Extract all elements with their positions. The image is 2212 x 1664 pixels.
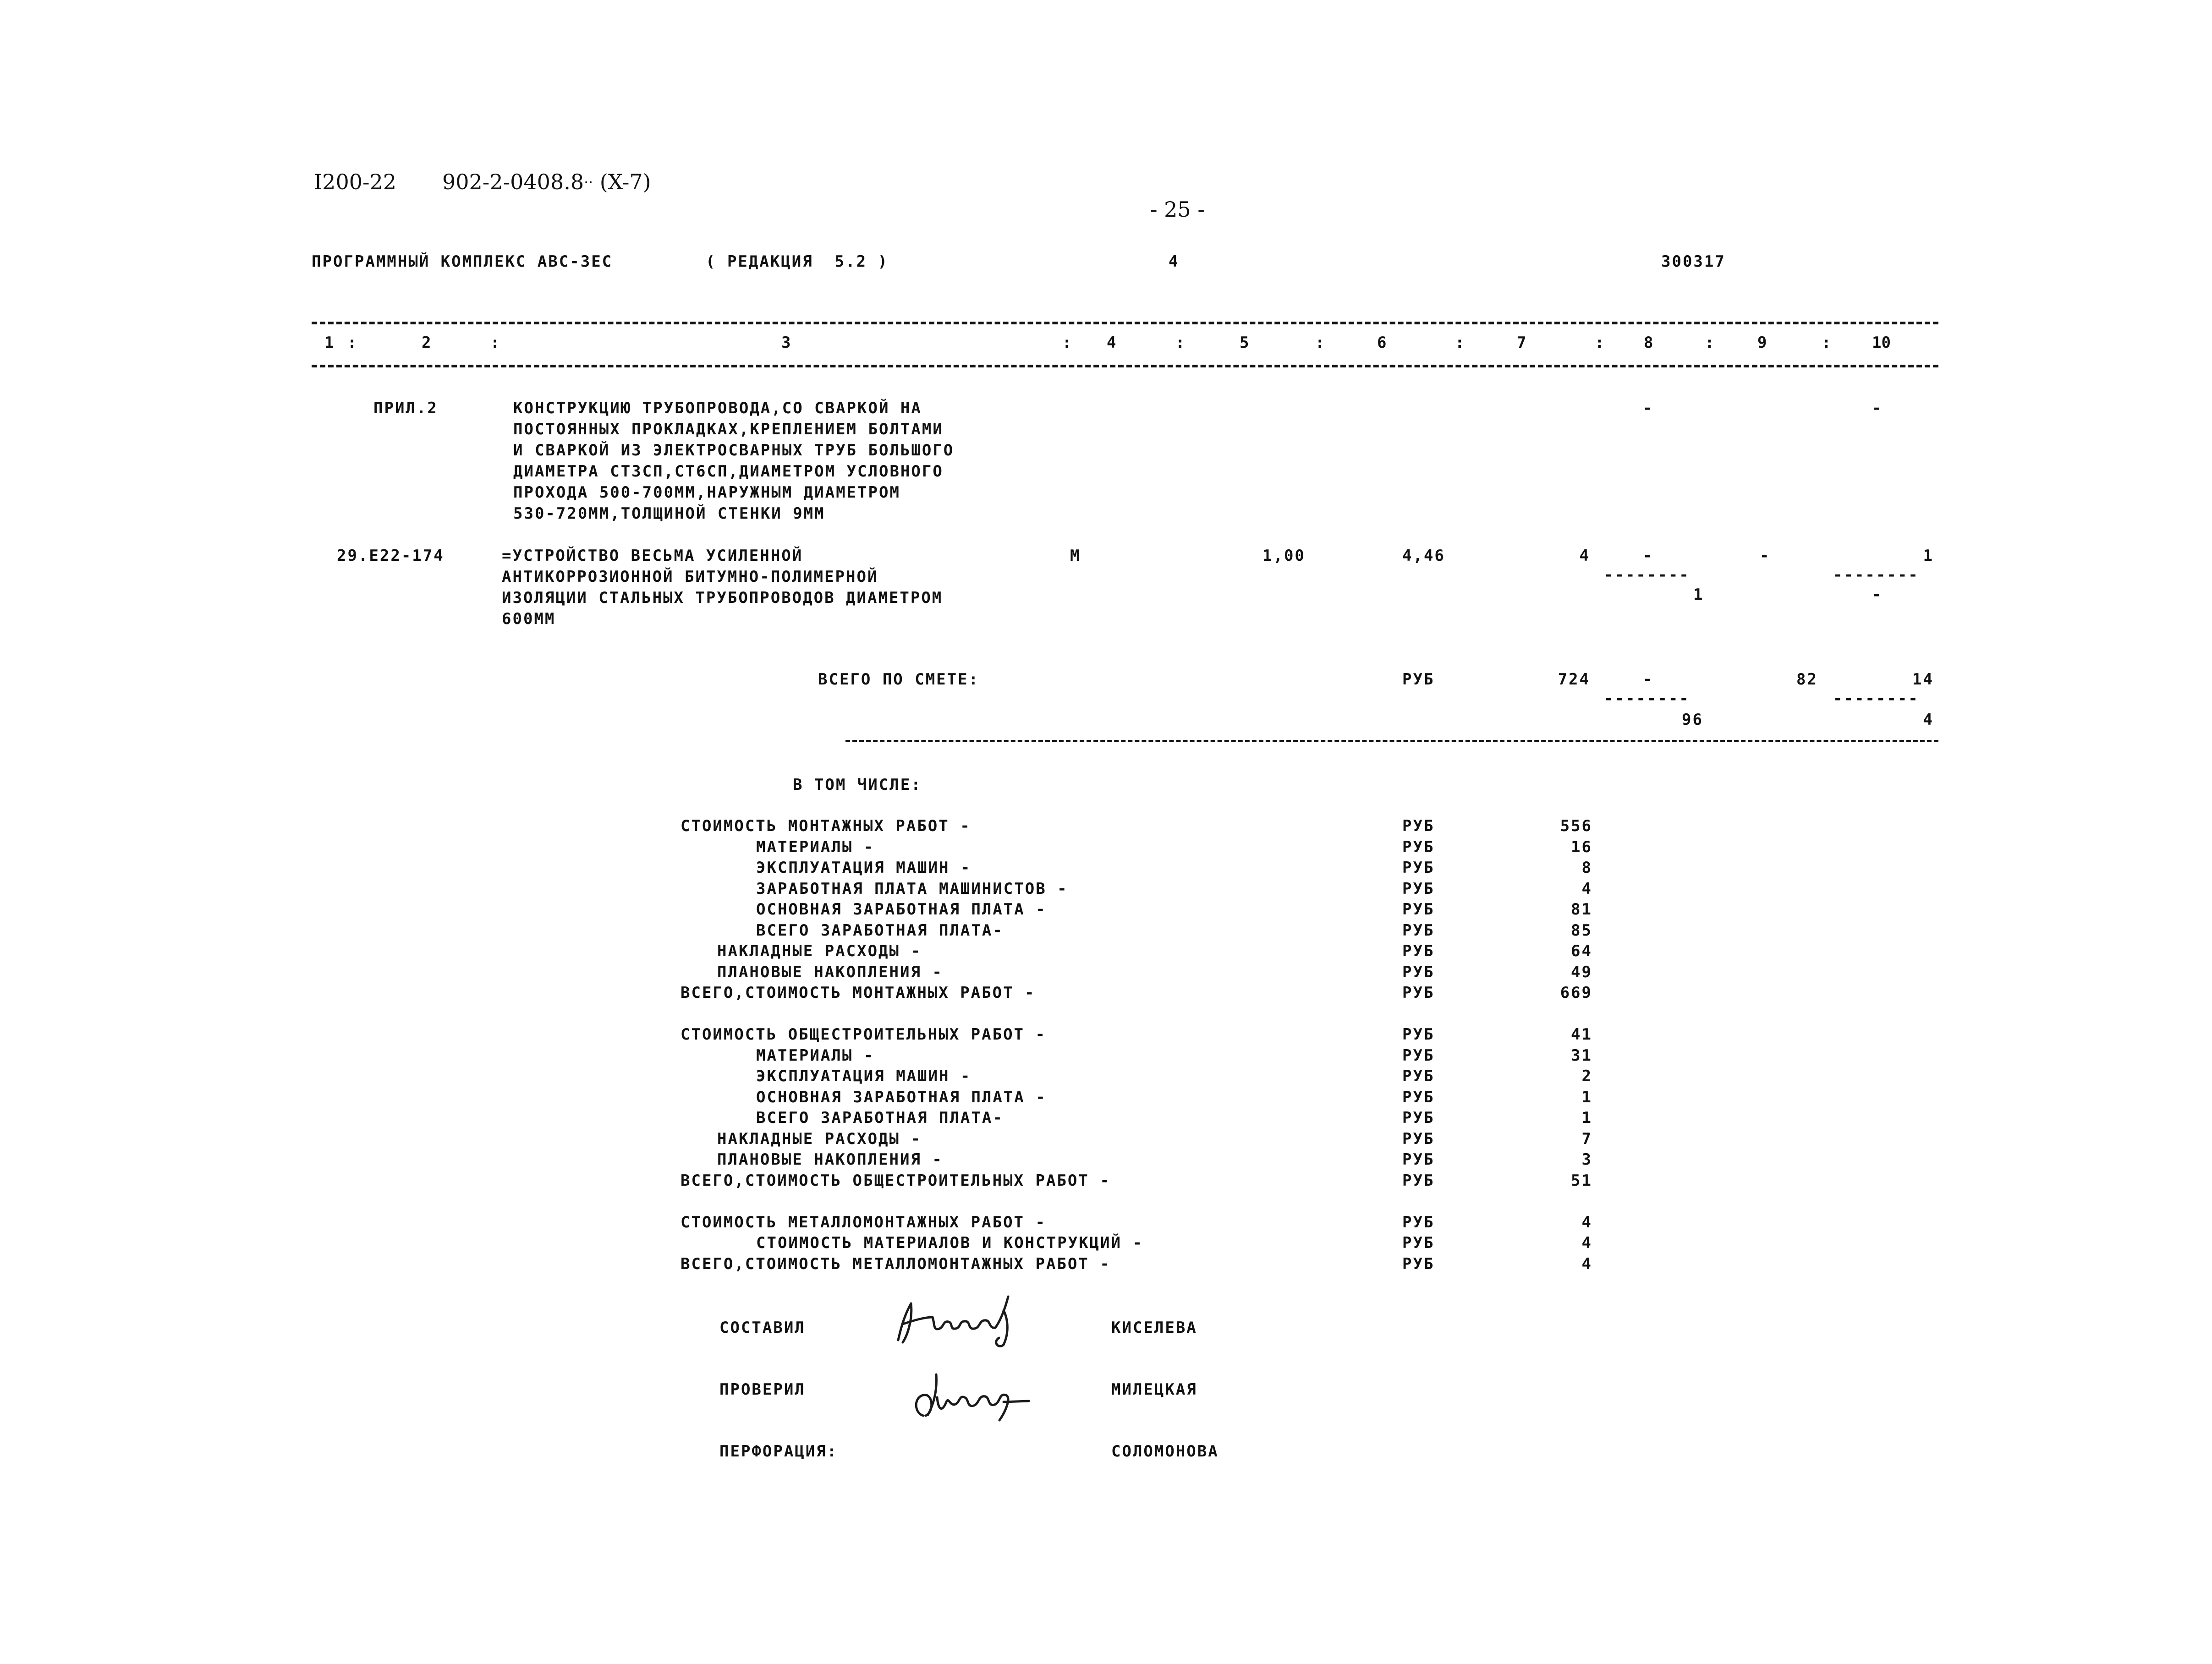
breakdown-unit: РУБ: [1402, 1213, 1435, 1232]
doc-code: I200-22: [314, 170, 397, 194]
program-edition: ( РЕДАКЦИЯ 5.2 ): [706, 252, 889, 271]
breakdown-unit: РУБ: [1402, 942, 1435, 960]
col-header-3: 3: [781, 334, 791, 352]
header-rule-bottom: [312, 365, 1938, 367]
breakdown-label: ОСНОВНАЯ ЗАРАБОТНАЯ ПЛАТА -: [756, 900, 1047, 919]
breakdown-label: НАКЛАДНЫЕ РАСХОДЫ -: [717, 1129, 922, 1148]
breakdown-unit: РУБ: [1402, 1254, 1435, 1273]
breakdown-value: 81: [1571, 900, 1592, 919]
breakdown-line: [681, 1170, 1643, 1191]
breakdown-line: [681, 920, 1643, 941]
row-2-col10-separator: --------: [1833, 566, 1919, 584]
breakdown-unit: РУБ: [1402, 817, 1435, 835]
breakdown-value: 1: [1581, 1109, 1592, 1127]
col-separator: :: [347, 334, 357, 352]
breakdown-value: 556: [1560, 817, 1592, 835]
col-header-4: 4: [1107, 334, 1116, 352]
breakdown-unit: РУБ: [1402, 1129, 1435, 1148]
signature-role-perforation: ПЕРФОРАЦИЯ:: [719, 1442, 838, 1461]
breakdown-line: [681, 1107, 1643, 1128]
breakdown-value: 8: [1581, 859, 1592, 877]
breakdown-label: ВСЕГО ЗАРАБОТНАЯ ПЛАТА-: [756, 921, 1004, 940]
total-rule: [845, 740, 1938, 742]
breakdown-value: 49: [1571, 963, 1592, 981]
row-1-ref: ПРИЛ.2: [373, 399, 438, 417]
breakdown-line: [681, 1232, 1643, 1253]
col-header-7: 7: [1517, 334, 1526, 352]
breakdown-value: 3: [1581, 1150, 1592, 1169]
breakdown-label: ВСЕГО ЗАРАБОТНАЯ ПЛАТА-: [756, 1109, 1004, 1127]
breakdown-value: 2: [1581, 1067, 1592, 1085]
breakdown-line: [681, 837, 1643, 858]
col-separator: :: [1062, 334, 1072, 352]
breakdown-line: [681, 1045, 1643, 1066]
col-separator: :: [1705, 334, 1714, 352]
signature-name-compiled: КИСЕЛЕВА: [1111, 1319, 1197, 1337]
breakdown-value: 85: [1571, 921, 1592, 940]
row-1-col10: -: [1872, 399, 1883, 417]
breakdown-line: [681, 1066, 1643, 1087]
breakdown-unit: РУБ: [1402, 879, 1435, 898]
breakdown-label: СТОИМОСТЬ МОНТАЖНЫХ РАБОТ -: [681, 817, 971, 835]
col-separator: :: [1315, 334, 1325, 352]
row-1-col8: -: [1643, 399, 1654, 417]
sheet-number: 4: [1169, 252, 1180, 271]
col-header-8: 8: [1644, 334, 1653, 352]
row-2-col7: 4: [1579, 547, 1590, 565]
col-header-9: 9: [1757, 334, 1767, 352]
breakdown-unit: РУБ: [1402, 921, 1435, 940]
signature-name-checked: МИЛЕЦКАЯ: [1111, 1380, 1197, 1399]
breakdown-label: ОСНОВНАЯ ЗАРАБОТНАЯ ПЛАТА -: [756, 1088, 1047, 1106]
total-col9: 82: [1796, 670, 1818, 689]
col-separator: :: [1455, 334, 1465, 352]
total-col8-top: -: [1643, 670, 1654, 689]
breakdown-line: [681, 962, 1643, 983]
row-2-unit: М: [1070, 547, 1081, 565]
row-2-col10-bottom: -: [1872, 586, 1883, 604]
row-2-price: 4,46: [1402, 547, 1445, 565]
signature-name-perforation: СОЛОМОНОВА: [1111, 1442, 1219, 1461]
breakdown-line: [681, 878, 1643, 899]
total-col8-separator: --------: [1604, 690, 1690, 708]
breakdown-unit: РУБ: [1402, 1067, 1435, 1085]
row-1-description: КОНСТРУКЦИЮ ТРУБОПРОВОДА,СО СВАРКОЙ НА ПОСТОЯННЫХ ПРОКЛАДКАХ,КРЕПЛЕНИЕМ БОЛТАМИ И СВАРКОЙ ИЗ ЭЛЕКТРОСВАРНЫХ ТРУБ БОЛЬШОГО ДИАМЕТРА СТ3СП,СТ6СП,ДИАМЕТРОМ УСЛОВНОГО ПРОХОДА 500-700ММ,НАРУЖНЫМ ДИАМЕТРОМ 530-720ММ,ТОЛЩИНОЙ СТЕНКИ 9ММ: [513, 399, 955, 523]
total-col8-bottom: 96: [1682, 711, 1703, 729]
breakdown-label: ЭКСПЛУАТАЦИЯ МАШИН -: [756, 1067, 972, 1085]
signature-role-checked: ПРОВЕРИЛ: [719, 1380, 806, 1399]
breakdown-value: 31: [1571, 1046, 1592, 1065]
breakdown-unit: РУБ: [1402, 1109, 1435, 1127]
breakdown-unit: РУБ: [1402, 1088, 1435, 1106]
breakdown-line: [681, 1253, 1643, 1275]
signature-role-compiled: СОСТАВИЛ: [719, 1319, 806, 1337]
breakdown-unit: РУБ: [1402, 900, 1435, 919]
breakdown-value: 7: [1581, 1129, 1592, 1148]
breakdown-unit: РУБ: [1402, 1046, 1435, 1065]
form-code: 300317: [1661, 252, 1726, 271]
page-number: - 25 -: [1150, 197, 1205, 222]
breakdown-value: 4: [1581, 1234, 1592, 1252]
col-header-1: 1: [324, 334, 334, 352]
signature-scribble-compiled: [889, 1292, 1026, 1352]
total-col7: 724: [1558, 670, 1590, 689]
breakdown-unit: РУБ: [1402, 837, 1435, 856]
project-code-suffix: (X-7): [599, 170, 651, 194]
row-2-col8-top: -: [1643, 547, 1654, 565]
row-2-description: =УСТРОЙСТВО ВЕСЬМА УСИЛЕННОЙ АНТИКОРРОЗИОННОЙ БИТУМНО-ПОЛИМЕРНОЙ ИЗОЛЯЦИИ СТАЛЬНЫХ ТРУБОПРОВОДОВ ДИАМЕТРОМ 600ММ: [502, 547, 943, 628]
col-separator: :: [1175, 334, 1185, 352]
including-label: В ТОМ ЧИСЛЕ:: [793, 776, 922, 794]
breakdown-spacer: [681, 1003, 1643, 1024]
project-code: [442, 170, 651, 194]
breakdown-label: СТОИМОСТЬ МАТЕРИАЛОВ И КОНСТРУКЦИЙ -: [756, 1234, 1143, 1252]
row-2-qty: 1,00: [1262, 547, 1306, 565]
col-separator: :: [1595, 334, 1604, 352]
total-label: ВСЕГО ПО СМЕТЕ:: [818, 670, 980, 689]
breakdown-unit: РУБ: [1402, 1150, 1435, 1169]
breakdown-spacer: [681, 1191, 1643, 1212]
breakdown-value: 16: [1571, 837, 1592, 856]
breakdown-value: 1: [1581, 1088, 1592, 1106]
breakdown-line: [681, 1149, 1643, 1170]
breakdown-unit: РУБ: [1402, 859, 1435, 877]
breakdown-value: 64: [1571, 942, 1592, 960]
breakdown-label: ЗАРАБОТНАЯ ПЛАТА МАШИНИСТОВ -: [756, 879, 1068, 898]
breakdown-line: [681, 982, 1643, 1003]
signature-scribble-checked: [910, 1370, 1038, 1425]
breakdown-value: 4: [1581, 1254, 1592, 1273]
col-header-10: 10: [1872, 334, 1891, 352]
total-unit: РУБ: [1402, 670, 1435, 689]
total-col10-bottom: 4: [1923, 711, 1934, 729]
row-2-col8-separator: --------: [1604, 566, 1690, 584]
total-col10-separator: --------: [1833, 690, 1919, 708]
project-code-number: 902-2-0408.8: [442, 170, 584, 194]
breakdown-unit: РУБ: [1402, 984, 1435, 1002]
program-name: ПРОГРАММНЫЙ КОМПЛЕКС АВС-3ЕС: [312, 252, 613, 271]
breakdown-label: ПЛАНОВЫЕ НАКОПЛЕНИЯ -: [717, 963, 943, 981]
breakdown-label: ЭКСПЛУАТАЦИЯ МАШИН -: [756, 859, 972, 877]
row-2-ref: 29.Е22-174: [337, 547, 445, 565]
row-2-col9: -: [1760, 547, 1771, 565]
breakdown-line: [681, 941, 1643, 962]
breakdown-unit: РУБ: [1402, 1025, 1435, 1044]
breakdown-label: ПЛАНОВЫЕ НАКОПЛЕНИЯ -: [717, 1150, 943, 1169]
col-header-2: 2: [422, 334, 431, 352]
breakdown-line: [681, 899, 1643, 920]
header-rule-top: [312, 322, 1938, 324]
breakdown-label: СТОИМОСТЬ ОБЩЕСТРОИТЕЛЬНЫХ РАБОТ -: [681, 1025, 1046, 1044]
breakdown-line: [681, 1087, 1643, 1108]
breakdown-value: 4: [1581, 1213, 1592, 1232]
breakdown-label: НАКЛАДНЫЕ РАСХОДЫ -: [717, 942, 922, 960]
breakdown-label: МАТЕРИАЛЫ -: [756, 837, 875, 856]
breakdown-unit: РУБ: [1402, 1234, 1435, 1252]
total-col10-top: 14: [1912, 670, 1934, 689]
breakdown-line: [681, 816, 1643, 837]
breakdown-line: [681, 1212, 1643, 1233]
breakdown-label: СТОИМОСТЬ МЕТАЛЛОМОНТАЖНЫХ РАБОТ -: [681, 1213, 1046, 1232]
col-separator: :: [490, 334, 500, 352]
breakdown-label: ВСЕГО,СТОИМОСТЬ МОНТАЖНЫХ РАБОТ -: [681, 984, 1036, 1002]
breakdown-label: ВСЕГО,СТОИМОСТЬ МЕТАЛЛОМОНТАЖНЫХ РАБОТ -: [681, 1254, 1111, 1273]
breakdown-value: 669: [1560, 984, 1592, 1002]
col-header-5: 5: [1240, 334, 1249, 352]
breakdown-line: [681, 1024, 1643, 1045]
row-2-col10-top: 1: [1923, 547, 1934, 565]
breakdown-label: ВСЕГО,СТОИМОСТЬ ОБЩЕСТРОИТЕЛЬНЫХ РАБОТ -: [681, 1171, 1111, 1190]
breakdown-line: [681, 1128, 1643, 1149]
breakdown-value: 51: [1571, 1171, 1592, 1190]
col-separator: :: [1822, 334, 1831, 352]
breakdown-value: 41: [1571, 1025, 1592, 1044]
breakdown-unit: РУБ: [1402, 963, 1435, 981]
col-header-6: 6: [1377, 334, 1387, 352]
row-2-col8-bottom: 1: [1693, 586, 1704, 604]
project-code-mark: ․․: [584, 170, 593, 186]
breakdown-value: 4: [1581, 879, 1592, 898]
breakdown-unit: РУБ: [1402, 1171, 1435, 1190]
breakdown-line: [681, 857, 1643, 878]
breakdown-label: МАТЕРИАЛЫ -: [756, 1046, 875, 1065]
